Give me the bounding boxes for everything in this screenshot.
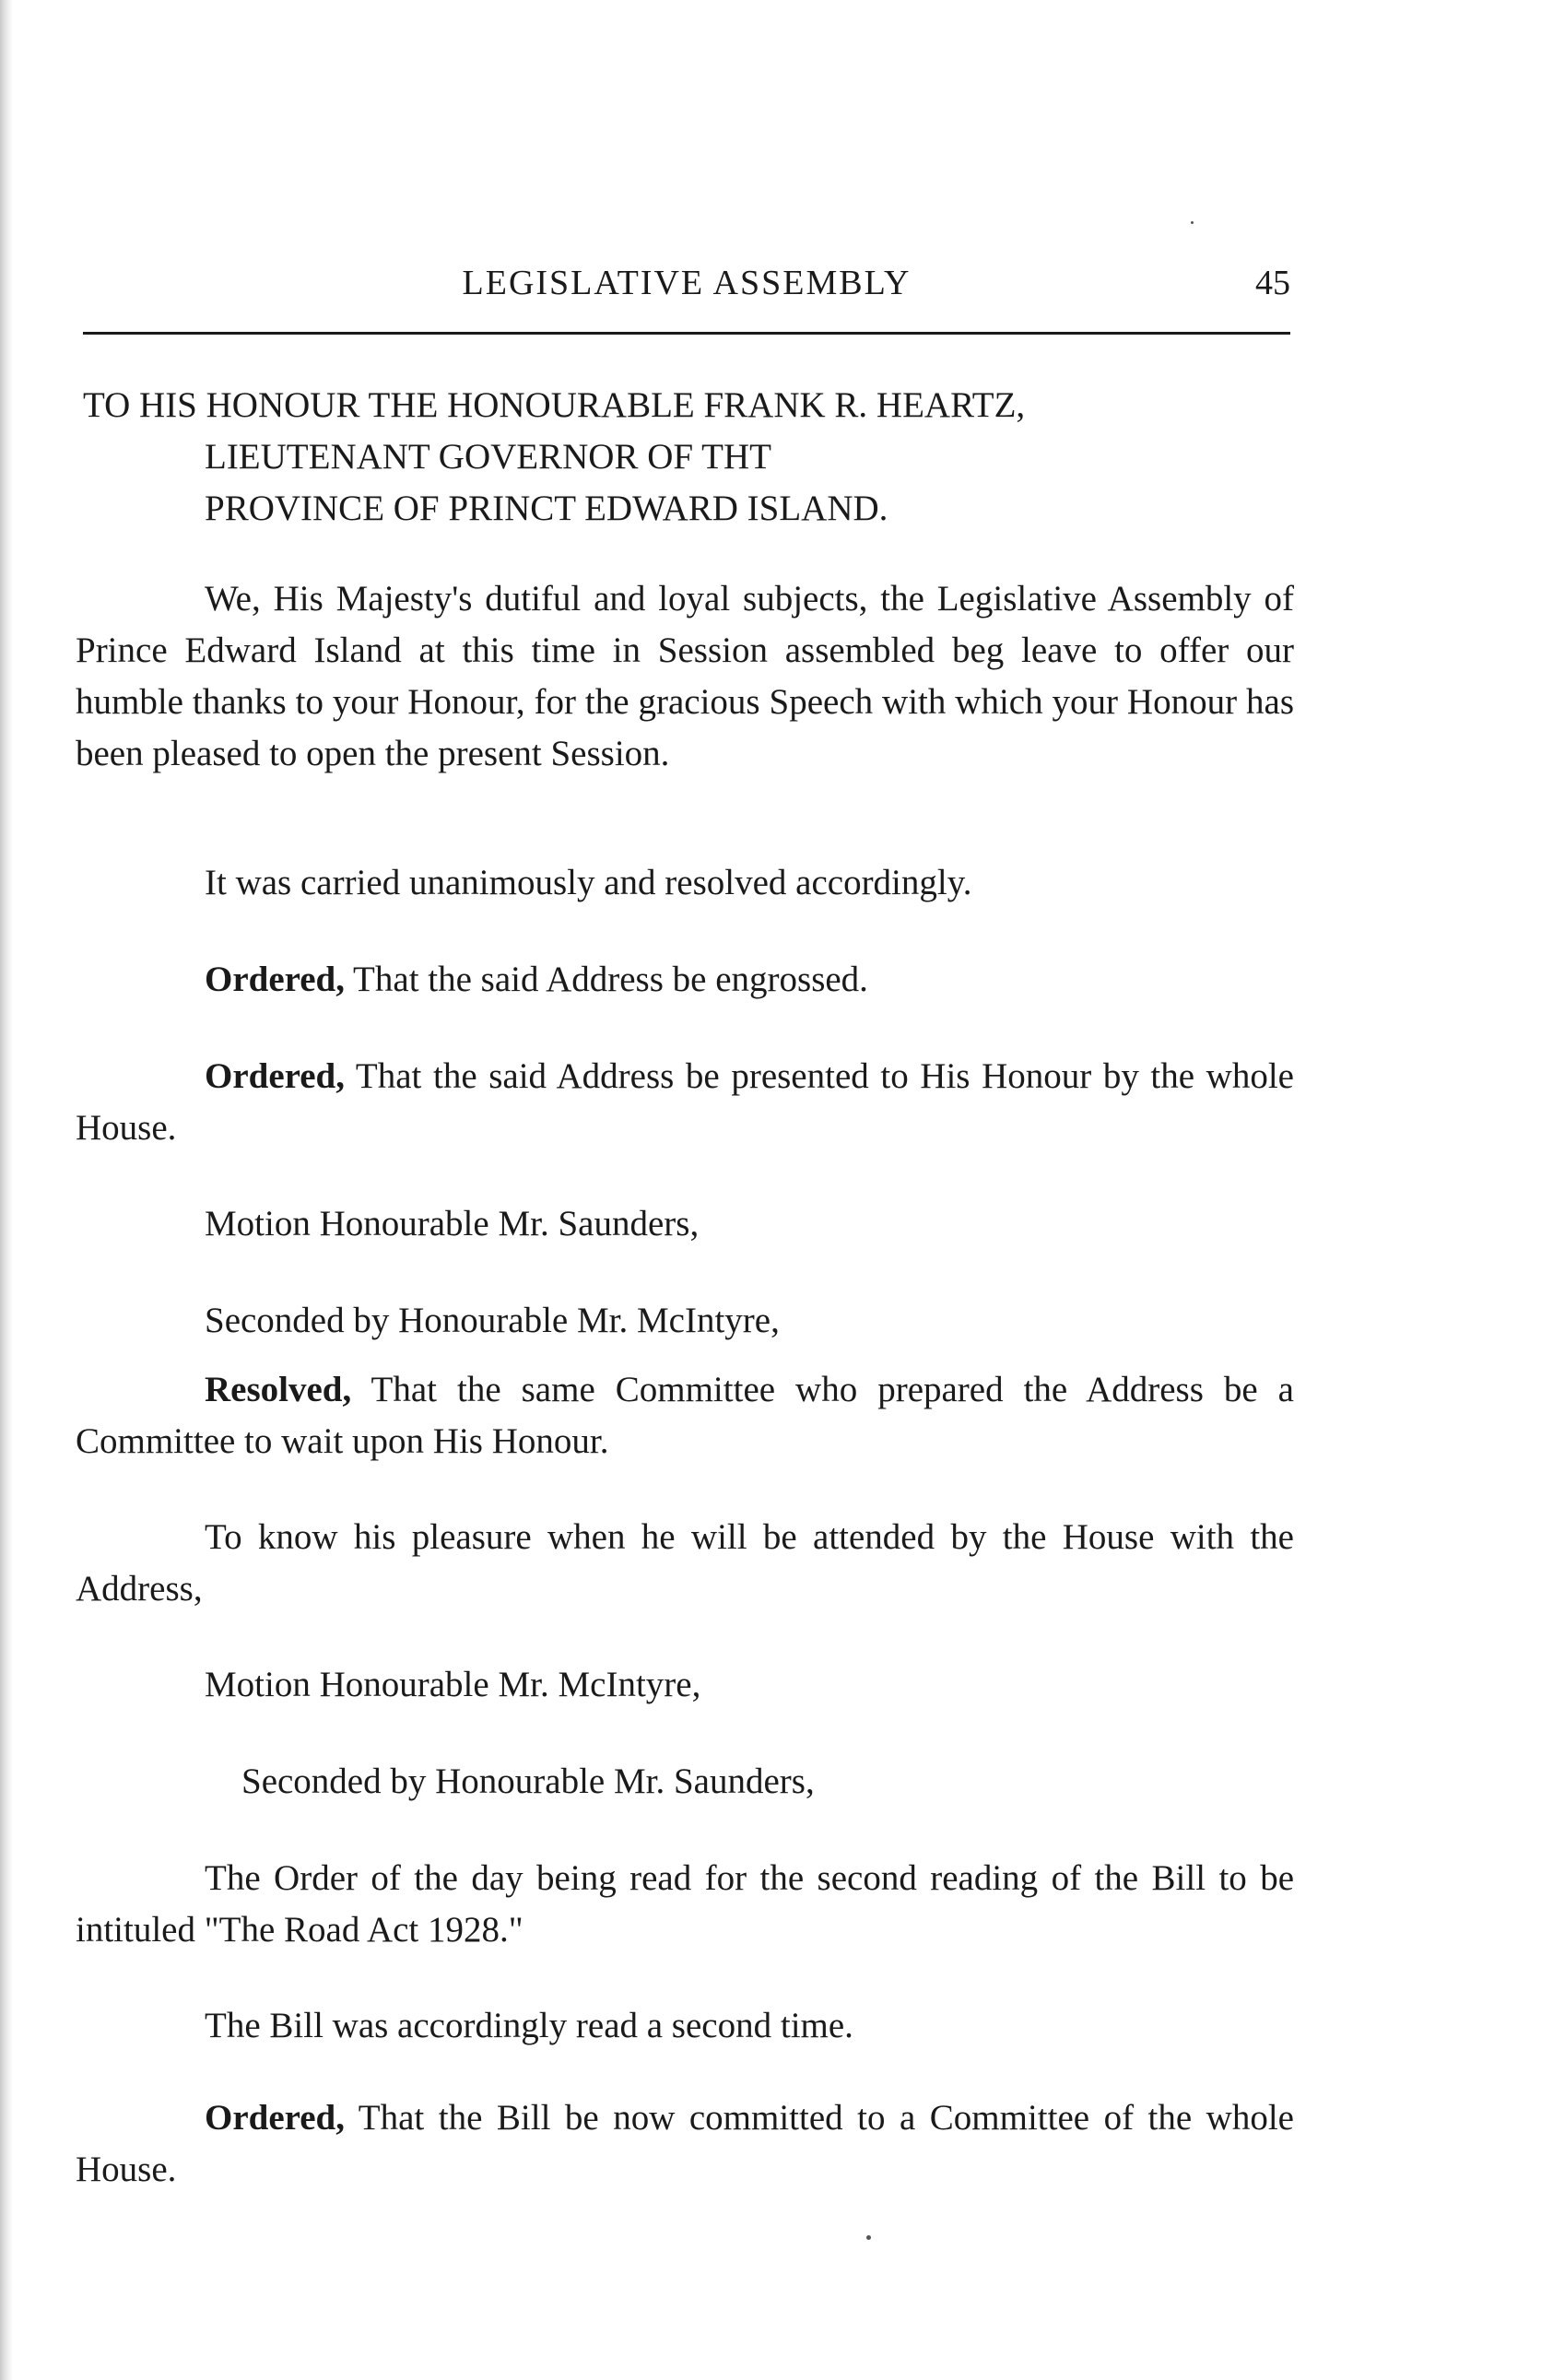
to-know-paragraph: To know his pleasure when he will be attended by the House with the Address, xyxy=(76,1517,1294,1608)
addressee-line-2: LIEUTENANT GOVERNOR OF THT xyxy=(205,437,771,477)
address-paragraph: We, His Majesty's dutiful and loyal subjects, the Legislative Assembly of Prince Edward Island at this time in Session assembled beg leave to offer our humble thanks to your Honour, for the gracious Speech with which your Honour has been pleased to open the present Session. xyxy=(76,579,1294,773)
running-header xyxy=(83,263,1290,318)
seconded-saunders: Seconded by Honourable Mr. Saunders, xyxy=(241,1761,815,1801)
ordered-committee-text: That the Bill be now committed to a Committee of the whole House. xyxy=(76,2098,1294,2189)
ordered-label: Ordered, xyxy=(205,960,346,999)
ordered-engrossed-paragraph xyxy=(76,954,1294,1006)
page-edge-shadow xyxy=(0,0,13,2380)
second-reading-paragraph: The Bill was accordingly read a second time. xyxy=(205,2006,853,2045)
ordered-committee-paragraph xyxy=(76,2092,1294,2196)
addressee-line-1: TO HIS HONOUR THE HONOURABLE FRANK R. HEARTZ, xyxy=(83,385,1026,425)
motion-mcintyre: Motion Honourable Mr. McIntyre, xyxy=(205,1665,701,1704)
addressee-block xyxy=(83,380,1300,535)
ordered-label: Ordered, xyxy=(205,1056,346,1096)
carried-paragraph: It was carried unanimously and resolved accordingly. xyxy=(205,863,972,902)
motion-saunders: Motion Honourable Mr. Saunders, xyxy=(205,1204,700,1243)
page-number: 45 xyxy=(1255,264,1290,302)
ordered-presented-paragraph xyxy=(76,1051,1294,1154)
seconded-mcintyre: Seconded by Honourable Mr. McIntyre, xyxy=(205,1301,780,1340)
header-rule xyxy=(83,332,1290,335)
order-of-day-paragraph: The Order of the day being read for the second reading of the Bill to be intituled "The Road Act 1928." xyxy=(76,1858,1294,1950)
resolved-paragraph xyxy=(76,1364,1294,1467)
header-title: LEGISLATIVE ASSEMBLY xyxy=(462,264,912,302)
ordered-label: Ordered, xyxy=(205,2098,346,2138)
speck-mark xyxy=(866,2235,871,2240)
resolved-label: Resolved, xyxy=(205,1370,352,1409)
ordered-presented-text: That the said Address be presented to His Honour by the whole House. xyxy=(76,1056,1294,1148)
addressee-line-3: PROVINCE OF PRINCT EDWARD ISLAND. xyxy=(205,489,888,528)
ordered-engrossed-text: That the said Address be engrossed. xyxy=(345,960,868,999)
resolved-text: That the same Committee who prepared the Address be a Committee to wait upon His Honour. xyxy=(76,1370,1294,1461)
speck-mark xyxy=(1191,221,1194,224)
